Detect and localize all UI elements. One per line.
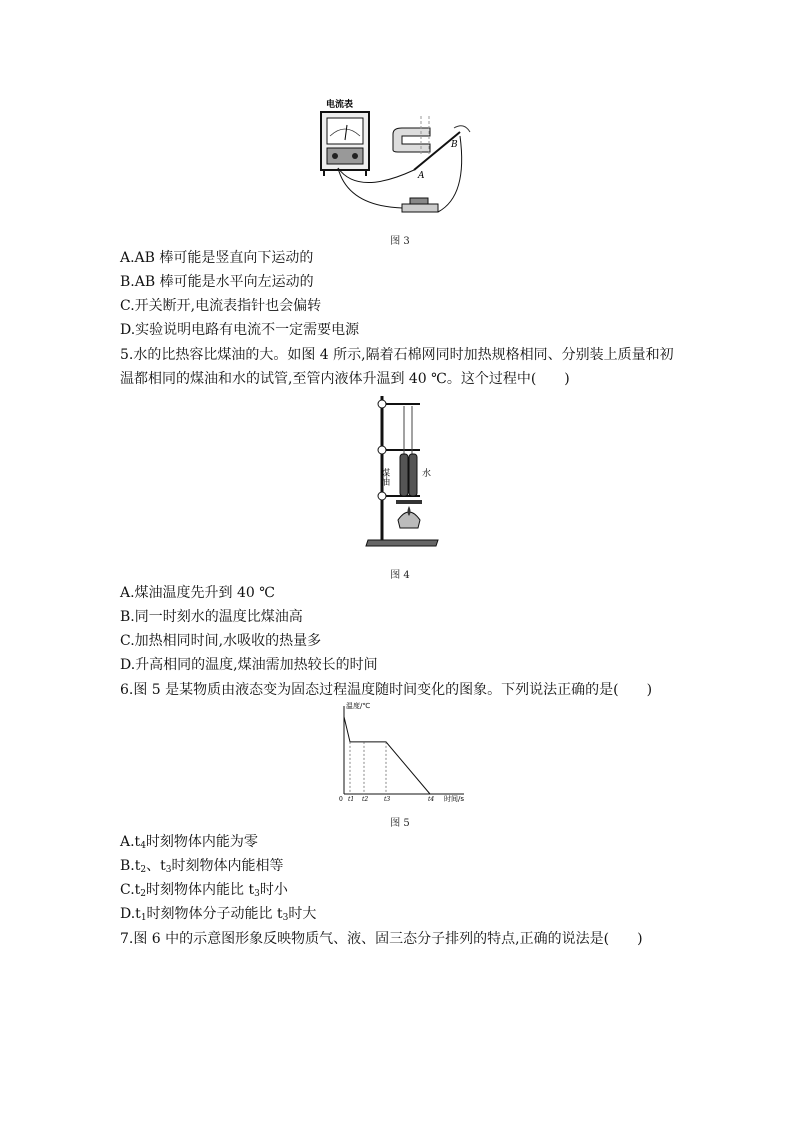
q6-a-sub1: 4 (140, 841, 146, 851)
q6-a-part1: A.t (120, 834, 141, 850)
q6-d-part1: D.t (120, 906, 141, 922)
q6-option-d (120, 905, 316, 927)
q6-d-part3: 时大 (288, 906, 317, 922)
q5-option-a: A.煤油温度先升到 40 ℃ (120, 585, 275, 601)
q5-option-d: D.升高相同的温度,煤油需加热较长的时间 (120, 657, 378, 673)
x-tick-label-0: 0 (339, 796, 343, 803)
q6-d-sub2: 3 (282, 913, 289, 923)
q6-option-a (120, 833, 258, 855)
figure-4-apparatus (362, 392, 442, 548)
q6-b-sub2: 3 (165, 865, 172, 875)
q4-option-b: B.AB 棒可能是水平向左运动的 (120, 274, 314, 290)
q6-d-part2: 时刻物体分子动能比 t (146, 906, 283, 922)
series-line (344, 717, 430, 794)
q6-b-part1: B.t (120, 858, 141, 874)
q6-a-part2: 时刻物体内能为零 (145, 834, 258, 850)
meter-label: 电流表 (326, 100, 354, 110)
label-kerosene: 煤油 (379, 468, 389, 486)
label-b: B (451, 140, 458, 150)
figure-3-apparatus (318, 96, 478, 224)
q6-c-part2: 时刻物体内能比 t (146, 882, 255, 898)
q6-option-c (120, 881, 288, 903)
q5-stem-line2: 温都相同的煤油和水的试管,至管内液体升温到 40 ℃。这个过程中( ) (120, 371, 570, 387)
figure-3-caption: 图 3 (390, 236, 410, 247)
figure-5-chart (336, 700, 476, 804)
q6-c-part1: C.t (120, 882, 141, 898)
q6-b-part2: 、t (146, 858, 166, 874)
label-water: 水 (422, 469, 432, 479)
q6-c-part3: 时小 (259, 882, 288, 898)
x-axis-label: 时间/s (444, 795, 465, 803)
q7-stem: 7.图 6 中的示意图形象反映物质气、液、固三态分子排列的特点,正确的说法是( ) (120, 931, 643, 947)
figure-4-caption: 图 4 (390, 570, 410, 581)
q6-b-sub1: 2 (140, 865, 147, 875)
q6-b-part3: 时刻物体内能相等 (171, 858, 284, 874)
y-axis-label: 温度/℃ (346, 702, 371, 710)
label-a: A (418, 171, 425, 181)
x-tick-label-1: t1 (348, 796, 355, 803)
q4-option-c: C.开关断开,电流表指针也会偏转 (120, 298, 322, 314)
x-tick-label-2: t2 (362, 796, 369, 803)
q4-option-d: D.实验说明电路有电流不一定需要电源 (120, 322, 360, 338)
q6-d-sub1: 1 (140, 913, 147, 923)
q5-option-b: B.同一时刻水的温度比煤油高 (120, 609, 303, 625)
x-tick-label-4: t4 (428, 796, 435, 803)
q6-stem: 6.图 5 是某物质由液态变为固态过程温度随时间变化的图象。下列说法正确的是( ) (120, 682, 653, 698)
q4-option-a: A.AB 棒可能是竖直向下运动的 (120, 250, 314, 266)
q5-option-c: C.加热相同时间,水吸收的热量多 (120, 633, 322, 649)
q6-c-sub2: 3 (254, 889, 260, 899)
q6-option-b (120, 857, 283, 879)
q6-c-sub1: 2 (140, 889, 147, 899)
x-tick-label-3: t3 (384, 796, 391, 803)
figure-5-caption: 图 5 (390, 818, 410, 829)
q5-stem-line1: 5.水的比热容比煤油的大。如图 4 所示,隔着石棉网同时加热规格相同、分别装上质量和初 (120, 347, 674, 363)
